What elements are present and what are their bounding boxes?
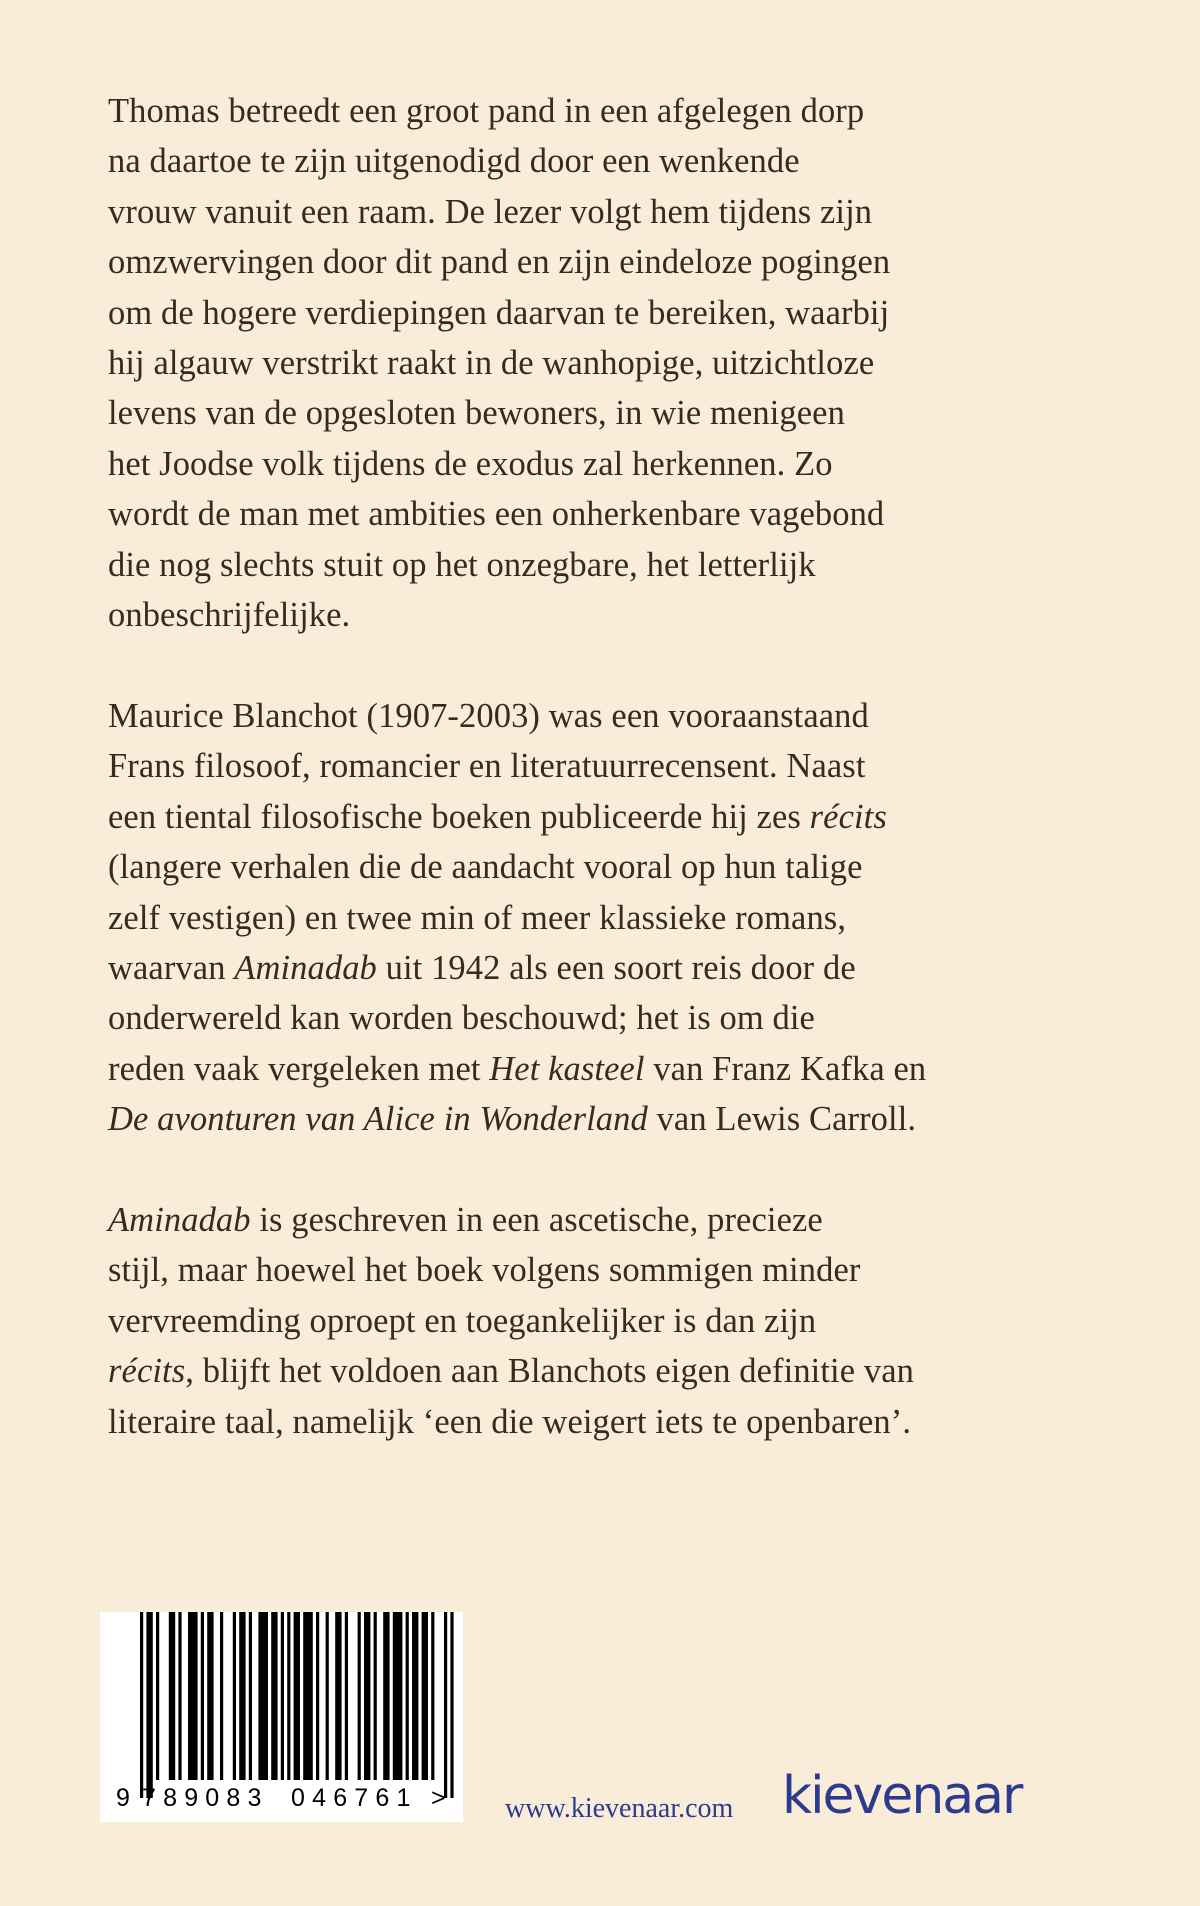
barcode-bar xyxy=(146,1612,152,1798)
publisher-logo: kievenaar xyxy=(782,1766,1022,1826)
barcode-bar xyxy=(201,1612,204,1780)
barcode-bar xyxy=(188,1612,198,1780)
text-run: reden vaak vergeleken met xyxy=(108,1049,490,1088)
isbn-barcode xyxy=(100,1612,463,1822)
barcode-digit-group-left: 789083 xyxy=(142,1784,269,1812)
text-line xyxy=(108,993,1008,1043)
italic-title-text: De avonturen van Alice in Wonderland xyxy=(108,1100,648,1139)
italic-title-text: récits xyxy=(809,797,887,836)
text-line xyxy=(108,691,1008,741)
text-run: stijl, maar hoewel het boek volgens sommigen minder xyxy=(108,1251,861,1290)
text-line xyxy=(108,1044,1008,1094)
text-line xyxy=(108,893,1008,943)
barcode-bar xyxy=(422,1612,428,1780)
text-line xyxy=(108,1346,1008,1396)
text-line xyxy=(108,1195,1008,1245)
text-run: van Franz Kafka en xyxy=(644,1049,927,1088)
barcode-bar xyxy=(294,1612,300,1780)
text-line xyxy=(108,741,1008,791)
barcode-bar xyxy=(326,1612,329,1780)
text-run: van Lewis Carroll. xyxy=(647,1100,917,1139)
italic-title-text: Het kasteel xyxy=(489,1049,645,1088)
text-line xyxy=(108,842,1008,892)
text-run: Frans filosoof, romancier en literatuurrecensent. Naast xyxy=(108,747,866,786)
text-line xyxy=(108,540,1008,590)
barcode-bar xyxy=(233,1612,236,1780)
text-run: , blijft het voldoen aan Blanchots eigen definitie van xyxy=(185,1352,914,1391)
barcode-bar xyxy=(169,1612,175,1780)
text-run: hij algauw verstrikt raakt in de wanhopige, uitzichtloze xyxy=(108,344,875,383)
barcode-bar xyxy=(258,1612,268,1780)
barcode-digit-first: 9 xyxy=(116,1784,138,1812)
text-line xyxy=(108,489,1008,539)
text-run: onderwereld kan worden beschouwd; het is om die xyxy=(108,999,815,1038)
text-line xyxy=(108,187,1008,237)
barcode-bar xyxy=(374,1612,377,1780)
text-run: na daartoe te zijn uitgenodigd door een wenkende xyxy=(108,142,800,181)
style-paragraph xyxy=(108,1195,1008,1447)
text-line xyxy=(108,590,1008,640)
text-run: omzwervingen door dit pand en zijn eindeloze pogingen xyxy=(108,243,891,282)
text-line xyxy=(108,1397,1008,1447)
text-line xyxy=(108,439,1008,489)
text-line xyxy=(108,288,1008,338)
text-run: vervreemding oproept en toegankelijker is dan zijn xyxy=(108,1301,817,1340)
text-run: die nog slechts stuit op het onzegbare, het letterlijk xyxy=(108,545,816,584)
barcode-bar xyxy=(406,1612,409,1780)
text-run: literaire taal, namelijk ‘een die weigert iets te openbaren’. xyxy=(108,1402,912,1441)
text-run: onbeschrijfelijke. xyxy=(108,596,351,635)
barcode-bar xyxy=(450,1612,453,1798)
text-run: wordt de man met ambities een onherkenbare vagebond xyxy=(108,495,885,534)
text-run: zelf vestigen) en twee min of meer klassieke romans, xyxy=(108,898,847,937)
barcode-bar xyxy=(281,1612,284,1780)
text-run: waarvan xyxy=(108,949,235,988)
italic-title-text: Aminadab xyxy=(108,1201,251,1239)
barcode-bar xyxy=(249,1612,252,1780)
text-line xyxy=(108,1296,1008,1346)
italic-title-text: récits xyxy=(108,1352,186,1391)
text-run: uit 1942 als een soort reis door de xyxy=(376,949,856,988)
barcode-bar xyxy=(178,1612,181,1780)
text-run: vrouw vanuit een raam. De lezer volgt hem tijdens zijn xyxy=(108,192,873,231)
barcode-bar xyxy=(316,1612,319,1780)
text-line xyxy=(108,388,1008,438)
text-run: (langere verhalen die de aandacht vooral op hun talige xyxy=(108,848,863,887)
text-run: om de hogere verdiepingen daarvan te bereiken, waarbij xyxy=(108,293,890,332)
text-line xyxy=(108,1245,1008,1295)
text-line xyxy=(108,86,1008,136)
barcode-bar xyxy=(303,1612,313,1780)
text-run: levens van de opgesloten bewoners, in wie menigeen xyxy=(108,394,845,433)
barcode-bar xyxy=(220,1612,223,1780)
text-line xyxy=(108,237,1008,287)
text-line xyxy=(108,1094,1008,1144)
barcode-bar xyxy=(444,1612,447,1798)
barcode-digit-group-right: 046761 xyxy=(291,1784,418,1812)
barcode-bar xyxy=(156,1612,159,1780)
text-line xyxy=(108,136,1008,186)
barcode-quiet-zone-mark: > xyxy=(431,1784,453,1812)
barcode-bar xyxy=(271,1612,277,1780)
text-line xyxy=(108,792,1008,842)
barcode-bar xyxy=(383,1612,389,1780)
barcode-bar xyxy=(412,1612,418,1780)
text-run: een tiental filosofische boeken publiceerde hij zes xyxy=(108,797,810,836)
text-run: is geschreven in een ascetische, precieze xyxy=(250,1201,823,1239)
barcode-bar xyxy=(239,1612,245,1780)
publisher-website: www.kievenaar.com xyxy=(505,1793,734,1824)
text-run: het Joodse volk tijdens de exodus zal herkennen. Zo xyxy=(108,444,833,483)
barcode-bar xyxy=(140,1612,143,1798)
barcode-bar xyxy=(345,1612,348,1780)
barcode-bar xyxy=(207,1612,213,1780)
text-run: Maurice Blanchot (1907-2003) was een vooraanstaand xyxy=(108,697,869,735)
barcode-bar xyxy=(358,1612,361,1780)
author-paragraph xyxy=(108,691,1008,1145)
barcode-bar xyxy=(431,1612,434,1780)
barcode-bar xyxy=(364,1612,370,1780)
synopsis-paragraph xyxy=(108,86,1008,640)
barcode-bar xyxy=(335,1612,341,1780)
italic-title-text: Aminadab xyxy=(234,949,377,988)
text-line xyxy=(108,943,1008,993)
text-line xyxy=(108,338,1008,388)
barcode-bar xyxy=(393,1612,403,1780)
text-run: Thomas betreedt een groot pand in een afgelegen dorp xyxy=(108,92,865,130)
barcode-bar xyxy=(287,1612,290,1780)
